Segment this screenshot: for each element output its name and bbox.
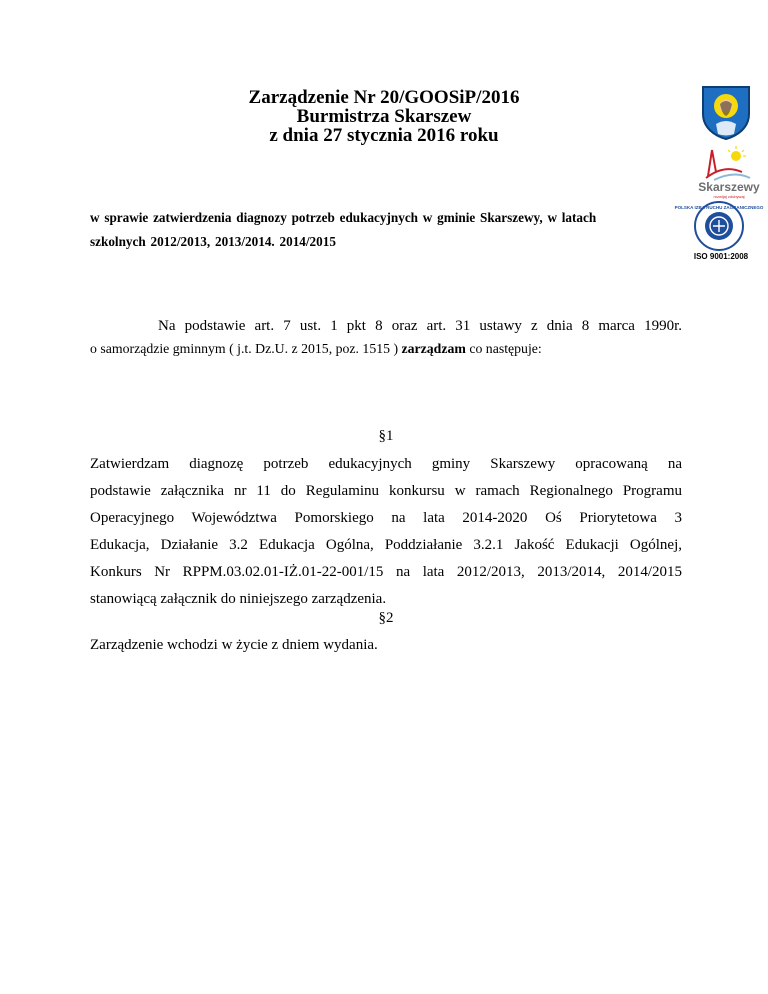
town-logo-name: Skarszewy xyxy=(698,180,760,194)
legal-basis-prefix: o samorządzie gminnym ( j.t. Dz.U. z 2015, poz. 1515 ) xyxy=(90,341,399,356)
document-issuer: Burmistrza Skarszew xyxy=(296,106,472,127)
section-1-line: Edukacja, Działanie 3.2 Edukacja Ogólna, Poddziałanie 3.2.1 Jakość Edukacji Ogólnej, xyxy=(90,537,682,553)
section-2-line: Zarządzenie wchodzi w życie z dniem wydania. xyxy=(90,637,378,653)
legal-basis-decree-word: zarządzam xyxy=(401,341,466,356)
legal-basis-suffix: co następuje: xyxy=(469,341,542,356)
section-1-line: Operacyjnego Województwa Pomorskiego na lata 2014-2020 Oś Priorytetowa 3 xyxy=(90,510,682,526)
subject-line-2: szkolnych 2012/2013, 2013/2014. 2014/2015 xyxy=(90,234,336,249)
town-logo-tagline: rozwijaj zdobywaj xyxy=(713,194,745,199)
section-1-symbol: §1 xyxy=(378,428,394,444)
town-logo xyxy=(694,142,764,203)
section-1-line: stanowiącą załącznik do niniejszego zarządzenia. xyxy=(90,591,387,607)
document-title: Zarządzenie Nr 20/GOOSiP/2016 xyxy=(248,87,520,108)
iso-label: ISO 9001:2008 xyxy=(693,252,749,261)
iso-certification-logo xyxy=(674,200,764,261)
section-2-symbol: §2 xyxy=(378,610,394,626)
legal-basis-line-1: Na podstawie art. 7 ust. 1 pkt 8 oraz art. 31 ustawy z dnia 8 marca 1990r. xyxy=(158,318,682,334)
subject-line-1: w sprawie zatwierdzenia diagnozy potrzeb edukacyjnych w gminie Skarszewy, w latach xyxy=(90,210,597,225)
document-date: z dnia 27 stycznia 2016 roku xyxy=(269,125,499,146)
section-1-line: Zatwierdzam diagnozę potrzeb edukacyjnych gminy Skarszewy opracowaną na xyxy=(90,456,682,472)
legal-basis-line-2 xyxy=(90,341,542,357)
coat-of-arms-logo xyxy=(700,84,752,145)
iso-ring-text: POLSKA IZBA RUCHU ZAGRANICZNEGO xyxy=(674,205,764,210)
section-1-line: Konkurs Nr RPPM.03.02.01-IŻ.01-22-001/15 na lata 2012/2013, 2013/2014, 2014/2015 xyxy=(90,564,682,580)
section-1-line: podstawie załącznika nr 11 do Regulaminu konkursu w ramach Regionalnego Programu xyxy=(90,483,682,499)
